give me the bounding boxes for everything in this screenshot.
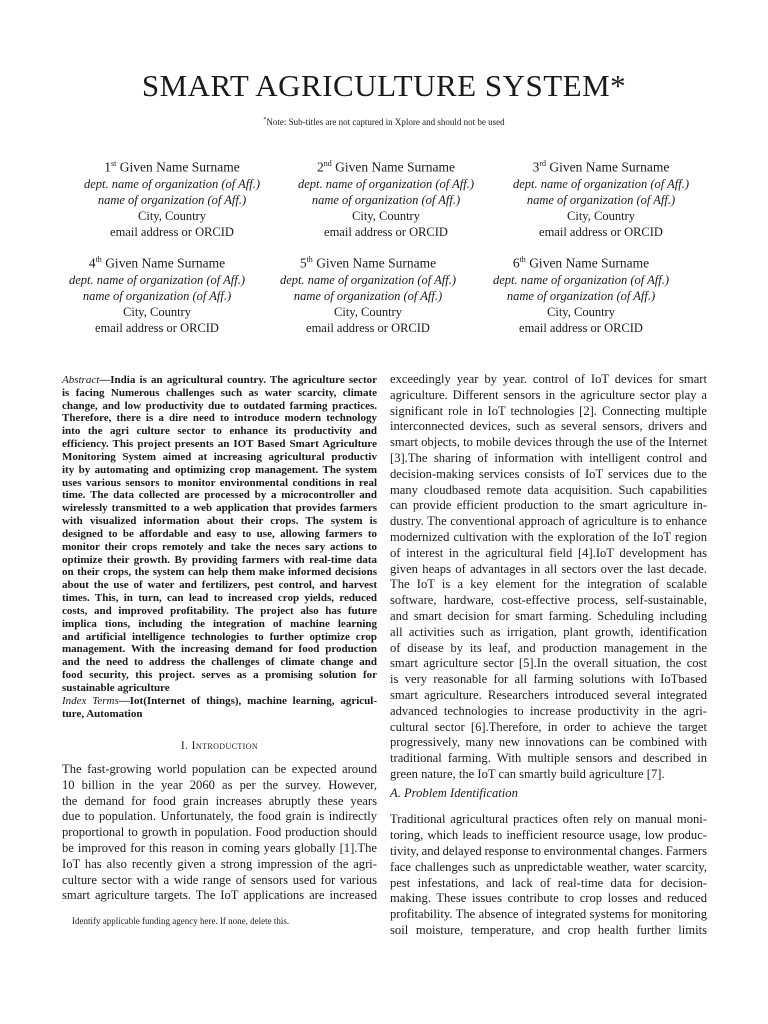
author-department: dept. name of organization (of Aff.): [492, 272, 670, 287]
abstract-line-text: sustainable agriculture: [62, 681, 170, 694]
author-block: [263, 252, 473, 336]
text-line: [62, 451, 377, 464]
author-number: 5: [299, 255, 307, 271]
abstract-line-text: time. The data collected are processed by a microcontroller and: [62, 489, 377, 502]
text-line: [62, 566, 377, 579]
text-line: making. These issues contribute to crop losses and reduced: [390, 891, 707, 906]
text-line: modernized cultivation with the exploration of the IoT region: [390, 529, 707, 544]
author-organization: name of organization (of Aff.): [506, 288, 656, 303]
text-line: given heaps of advantages in all sectors over the last decade.: [390, 561, 707, 576]
footnote: Identify applicable funding agency here. If none, delete this.: [72, 916, 290, 926]
text-line: [62, 528, 377, 541]
text-line: smart agriculture sector [5].In the overall situation, the cost: [390, 656, 707, 671]
text-line: [62, 464, 377, 477]
text-line: profitability. The absence of integrated systems for monitoring: [390, 907, 707, 922]
text-line: software, hardware, cost-effective process, self-sustainable,: [390, 593, 707, 608]
text-line: [62, 425, 377, 438]
author-name-text: Given Name Surname: [105, 255, 226, 271]
abstract-label: Abstract: [62, 374, 100, 386]
abstract-line-text: implica tions, including the integration of machine learning: [62, 617, 377, 630]
abstract-line-text: and artificial intelligence technologies to further optimize crop: [62, 630, 377, 643]
abstract-line-text: wirelessly transmitted to a web application that provides farmers: [62, 502, 377, 515]
author-department: dept. name of organization (of Aff.): [512, 176, 690, 191]
text-line: progressively, many new innovations can be combined with: [390, 735, 707, 750]
author-city: City, Country: [123, 304, 191, 319]
author-name: [263, 252, 473, 272]
text-line: cultural sector [6].Therefore, in order to achieve the target: [390, 719, 707, 734]
author-name: [67, 156, 277, 176]
text-line: toring, which leads to inefficient resource usage, low produc-: [390, 827, 707, 842]
abstract-line-text: designed to be affordable and easy to use, allowing farmers to: [62, 527, 377, 540]
text-line: [62, 400, 377, 413]
text-line: Traditional agricultural practices often rely on manual moni-: [390, 812, 707, 826]
author-name-text: Given Name Surname: [119, 159, 240, 175]
abstract-line-text: monitor their crops remotely and take the neces sary actions to: [62, 540, 377, 553]
author-email: email address or ORCID: [539, 224, 663, 239]
text-line: the demand for food grain increases abruptly these years: [62, 793, 377, 808]
author-organization: name of organization (of Aff.): [82, 288, 232, 303]
text-line: many cloudbased remote data acquisition. Such capabilities: [390, 482, 707, 497]
text-line: all activities such as irrigation, plant growth, identification: [390, 624, 707, 639]
text-line: [62, 541, 377, 554]
text-line: advanced technologies to increase productivity in the agri-: [390, 703, 707, 718]
section-heading-introduction: I. Introduction: [180, 740, 259, 752]
problem-identification-text: [390, 812, 707, 939]
text-line: exceedingly year by year. control of IoT devices for smart: [390, 372, 707, 386]
author-ordinal: st: [111, 159, 117, 168]
author-department: dept. name of organization (of Aff.): [279, 272, 457, 287]
text-line: and smart decision for smart farming. Scheduling including: [390, 608, 707, 623]
abstract-line-text: uses various sensors to monitor environmental conditions in real: [62, 476, 377, 489]
author-block: [281, 156, 491, 240]
author-email: email address or ORCID: [306, 320, 430, 335]
text-line: [62, 374, 377, 387]
abstract-line-text: change, and low productivity due to outdated farming practices.: [62, 399, 377, 412]
author-ordinal: nd: [323, 159, 332, 168]
abstract-line-text: with visualized information about their crops. The system is: [62, 515, 377, 528]
index-terms-line: [62, 708, 377, 721]
author-organization: name of organization (of Aff.): [97, 192, 247, 207]
author-email: email address or ORCID: [324, 224, 448, 239]
author-department: dept. name of organization (of Aff.): [68, 272, 246, 287]
author-block: [496, 156, 706, 240]
author-name: [52, 252, 262, 272]
text-line: culture sector with a wide range of sensors used for various: [62, 872, 377, 887]
author-number: 1: [104, 159, 112, 175]
text-line: of disease by its leaf, and production management in the: [390, 640, 707, 655]
text-line: [62, 669, 377, 682]
author-city: City, Country: [138, 208, 206, 223]
abstract-line-text: costs, and improved profitability. The project also has future: [62, 604, 377, 617]
text-line: due to population. Unfortunately, the food grain is indirectly: [62, 809, 377, 824]
text-line: is very reasonable for all farming solutions with IoTbased: [390, 672, 707, 687]
text-line: IoT has also recently given a strong impression of the agri-: [62, 856, 377, 871]
author-number: 4: [88, 255, 96, 271]
text-line: [3].The sharing of information with intelligent control and: [390, 450, 707, 465]
abstract-line-text: about the use of water and fertilizers, pest control, and harvest: [62, 579, 377, 592]
author-email: email address or ORCID: [110, 224, 234, 239]
text-line: [62, 502, 377, 515]
author-organization: name of organization (of Aff.): [293, 288, 443, 303]
author-name-text: Given Name Surname: [529, 255, 650, 271]
author-name-text: Given Name Surname: [335, 159, 456, 175]
abstract: [62, 374, 377, 720]
author-number: 6: [512, 255, 520, 271]
text-line: significant role in IoT technologies [2]. Connecting multiple: [390, 403, 707, 418]
index-terms-label: Index Terms: [62, 694, 119, 707]
text-line: 10 billion in the year 2060 as per the survey. However,: [62, 777, 377, 792]
text-line: can provide efficient production to the smart agriculture in-: [390, 498, 707, 513]
abstract-line-text: ity by automating and optimizing crop management. The system: [62, 463, 377, 476]
text-line: [62, 554, 377, 567]
author-block: [52, 252, 262, 336]
author-name: [281, 156, 491, 176]
abstract-line-text: on their crops, the system can help them make informed decisions: [62, 566, 377, 579]
note-text: Note: Sub-titles are not captured in Xplore and should not be used: [266, 117, 505, 127]
text-line: [62, 643, 377, 656]
author-city: City, Country: [334, 304, 402, 319]
author-department: dept. name of organization (of Aff.): [83, 176, 261, 191]
abstract-line-text: and the need to address the challenges of climate change and: [62, 656, 377, 669]
index-terms-dash: —: [118, 694, 130, 707]
abstract-line-text: Therefore, there is a dire need to introduce modern technology: [62, 412, 377, 425]
author-organization: name of organization (of Aff.): [526, 192, 676, 207]
text-line: traditional farming. With multiple sensors and described in: [390, 751, 707, 766]
author-name-text: Given Name Surname: [316, 255, 437, 271]
text-line: [62, 412, 377, 425]
author-block: [67, 156, 277, 240]
text-line: proportional to growth in population. Food production should: [62, 825, 377, 840]
text-line: soil moisture, temperature, and crop health further limits: [390, 923, 707, 938]
text-line: face challenges such as unpredictable weather, water scarcity,: [390, 859, 707, 874]
author-email: email address or ORCID: [519, 320, 643, 335]
author-block: [476, 252, 686, 336]
text-line: The fast-growing world population can be expected around: [62, 762, 377, 776]
text-line: of interest in the agricultural field [4].IoT development has: [390, 545, 707, 560]
text-line: agriculture. Different sensors in the agriculture sector play a: [390, 387, 707, 402]
text-line: [62, 592, 377, 605]
author-city: City, Country: [547, 304, 615, 319]
text-line: [62, 515, 377, 528]
abstract-line-text: optimize their growth. By providing farmers with real-time data: [62, 553, 377, 566]
text-line: [62, 605, 377, 618]
author-city: City, Country: [352, 208, 420, 223]
text-line: interconnected devices, such as several sensors, drivers and: [390, 419, 707, 434]
text-line: The IoT is a key element for the integration of scalable: [390, 577, 707, 592]
note-mark: *: [263, 117, 267, 123]
text-line: [62, 477, 377, 490]
index-terms-text: Iot(Internet of things), machine learning, agricul-: [129, 694, 377, 707]
text-line: [62, 618, 377, 631]
author-name: [496, 156, 706, 176]
text-line: [62, 438, 377, 451]
text-line: tivity, and delayed response to environmental changes. Farmers: [390, 843, 707, 858]
author-department: dept. name of organization (of Aff.): [297, 176, 475, 191]
text-line: decision-making services consists of IoT services due to the: [390, 466, 707, 481]
text-line: [62, 631, 377, 644]
text-line: be improved for this reason in coming years globally [1].The: [62, 840, 377, 855]
index-terms-line: [62, 695, 377, 708]
text-line: green nature, the IoT can smartly build agriculture [7].: [390, 766, 665, 781]
author-city: City, Country: [567, 208, 635, 223]
author-email: email address or ORCID: [95, 320, 219, 335]
paper-title: SMART AGRICULTURE SYSTEM*: [141, 68, 627, 103]
abstract-line-text: food security, this project. serves as a promising solution for: [62, 669, 377, 682]
author-number: 3: [532, 159, 540, 175]
abstract-line-text: times. This, in turn, can lead to increased crop yields, reduced: [62, 592, 377, 605]
abstract-line-text: efficiency. This project presents an IOT Based Smart Agriculture: [62, 438, 377, 451]
text-line: smart agriculture. Researchers introduced several integrated: [390, 687, 707, 702]
index-terms-text: ture, Automation: [62, 707, 143, 720]
abstract-dash: —: [99, 374, 111, 386]
author-ordinal: th: [519, 255, 526, 264]
author-ordinal: th: [95, 255, 102, 264]
text-line: dustry. The conventional approach of agriculture is to enhance: [390, 514, 707, 529]
author-number: 2: [316, 159, 324, 175]
text-line: [62, 579, 377, 592]
author-name: [476, 252, 686, 272]
abstract-line-text: is facing Numerous challenges such as water scarcity, climate: [62, 386, 377, 399]
text-line: [62, 656, 377, 669]
author-ordinal: rd: [539, 159, 547, 168]
introduction-continued-text: [390, 372, 707, 783]
text-line: [62, 682, 377, 695]
author-organization: name of organization (of Aff.): [311, 192, 461, 207]
text-line: [62, 489, 377, 502]
author-ordinal: th: [306, 255, 313, 264]
text-line: smart agriculture targets. The IoT applications are increased: [62, 888, 377, 903]
text-line: smart objects, to mobile devices through the use of the Internet: [390, 435, 708, 450]
abstract-line-text: India is an agricultural country. The agriculture sector: [110, 374, 377, 386]
abstract-line-text: into the agri culture sector to enhance its productivity and: [62, 425, 377, 438]
introduction-text: [62, 762, 377, 904]
text-line: [62, 387, 377, 400]
text-line: pest infestations, and lack of real-time data for decision-: [390, 875, 707, 890]
author-name-text: Given Name Surname: [549, 159, 670, 175]
abstract-line-text: Monitoring System aimed at increasing agricultural productiv: [62, 450, 377, 463]
abstract-line-text: management. With the increasing demand for food production: [62, 643, 377, 656]
title-note: [0, 117, 768, 127]
subsection-heading-problem-identification: A. Problem Identification: [390, 786, 518, 800]
